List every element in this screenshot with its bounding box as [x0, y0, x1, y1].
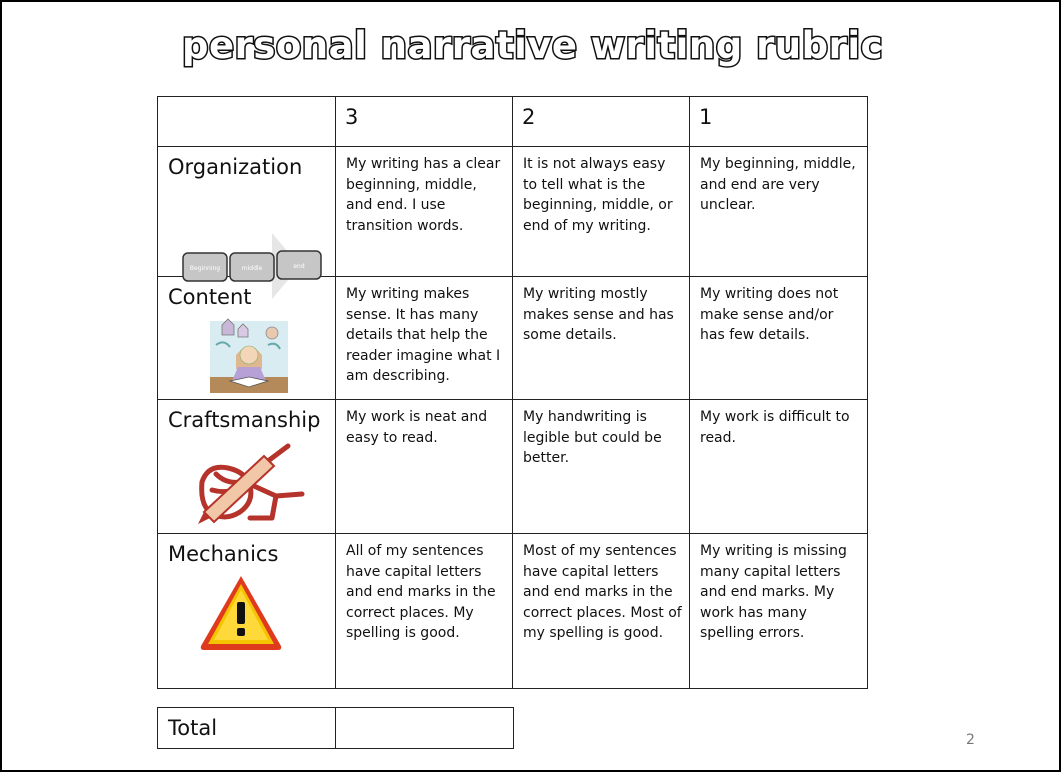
- category-label: Mechanics: [168, 542, 279, 566]
- cell-content-3: My writing makes sense. It has many details that help the reader imagine what I am describing.: [336, 277, 513, 400]
- page-title: personal narrative writing rubric: [182, 24, 883, 67]
- cell-organization-2: It is not always easy to tell what is the beginning, middle, or end of my writing.: [513, 147, 690, 277]
- cell-content-2: My writing mostly makes sense and has some details.: [513, 277, 690, 400]
- hand-writing-pencil-icon: [192, 442, 308, 526]
- cell-craftsmanship-3: My work is neat and easy to read.: [336, 400, 513, 534]
- category-cell-content: [158, 277, 336, 400]
- header-cell-blank: [158, 97, 336, 147]
- category-cell-mechanics: [158, 534, 336, 689]
- cell-content-1: My writing does not make sense and/or has few details.: [690, 277, 868, 400]
- category-cell-organization: [158, 147, 336, 277]
- child-imagining-icon: [208, 315, 290, 397]
- icon-label-middle: middle: [241, 265, 263, 272]
- cell-organization-1: My beginning, middle, and end are very unclear.: [690, 147, 868, 277]
- table-row: [158, 277, 868, 400]
- category-label: Craftsmanship: [168, 408, 321, 432]
- category-label: Content: [168, 285, 252, 309]
- category-cell-craftsmanship: [158, 400, 336, 534]
- rubric-table: [157, 96, 868, 689]
- header-score-1: 1: [690, 97, 868, 147]
- cell-mechanics-2: Most of my sentences have capital letters and end marks in the correct places. Most of my spelling is good.: [513, 534, 690, 689]
- cell-organization-3: My writing has a clear beginning, middle, and end. I use transition words.: [336, 147, 513, 277]
- table-row: [158, 400, 868, 534]
- cell-craftsmanship-2: My handwriting is legible but could be better.: [513, 400, 690, 534]
- cell-mechanics-1: My writing is missing many capital letters and end marks. My work has many spelling errors.: [690, 534, 868, 689]
- header-row: [158, 97, 868, 147]
- header-score-3: 3: [336, 97, 513, 147]
- page-number: 2: [966, 732, 975, 748]
- total-table: [157, 707, 514, 749]
- total-score-field[interactable]: [336, 708, 514, 749]
- header-score-2: 2: [513, 97, 690, 147]
- cell-craftsmanship-1: My work is difficult to read.: [690, 400, 868, 534]
- total-label: Total: [158, 708, 336, 749]
- icon-label-end: end: [293, 263, 305, 270]
- cell-mechanics-3: All of my sentences have capital letters and end marks in the correct places. My spelling is good.: [336, 534, 513, 689]
- category-label: Organization: [168, 155, 303, 179]
- table-row: [158, 147, 868, 277]
- table-row: [158, 534, 868, 689]
- icon-label-beginning: Beginning: [189, 265, 221, 272]
- warning-triangle-icon: [198, 572, 284, 652]
